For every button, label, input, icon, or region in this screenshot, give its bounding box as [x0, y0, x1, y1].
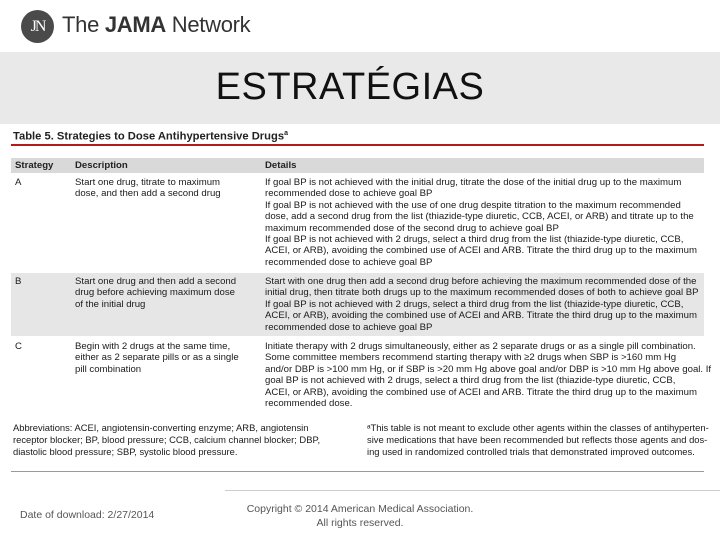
details-line: If goal BP is not achieved with the use of one drug despite titration to the maximum recommended [265, 199, 681, 211]
jama-network-logo-icon [21, 10, 54, 43]
details-cell [265, 341, 712, 410]
footnote-line: ᵃThis table is not meant to exclude other agents within the classes of antihyperten- [367, 422, 709, 433]
footnote-a [367, 422, 709, 458]
description-line: dose, and then add a second drug [75, 188, 221, 200]
table-row [11, 174, 704, 271]
details-line: and/or DBP is >100 mm Hg, or if SBP is >20 mm Hg above goal and/or DBP is >10 mm Hg above goal. If [265, 363, 712, 375]
download-date: Date of download: 2/27/2014 [20, 509, 155, 521]
footnote-line: Abbreviations: ACEI, angiotensin-converting enzyme; ARB, angiotensin [13, 422, 309, 433]
strategy-cell: B [15, 276, 22, 287]
details-line: ACEI, or ARB), avoiding the combined use of ACEI and ARB. Titrate the third drug up to the maximum [265, 310, 697, 322]
footnote-line: sive medications that have been recommended but reflects those agents and dos- [367, 434, 708, 445]
logo-monogram: JN [30, 17, 45, 35]
copyright-line: Copyright © 2014 American Medical Association. [246, 503, 474, 515]
description-cell [75, 341, 255, 375]
description-line: pill combination [75, 363, 142, 375]
description-cell [75, 177, 255, 200]
details-line: recommended dose to achieve goal BP [265, 188, 433, 200]
details-line: Initiate therapy with 2 drugs simultaneously, either as 2 separate drugs or as a single pill combination. [265, 341, 696, 352]
brand-suffix: Network [165, 12, 251, 37]
strategy-cell: A [15, 177, 22, 188]
description-cell [75, 276, 255, 310]
brand-prefix: The [62, 12, 105, 37]
footnote-line: receptor blocker; BP, blood pressure; CCB, calcium channel blocker; DBP, [13, 434, 321, 445]
abbreviations-footnote [13, 422, 358, 458]
copyright-notice [220, 502, 500, 530]
description-line: either as 2 separate pills or as a single [75, 352, 239, 364]
details-line: ACEI, or ARB), avoiding the combined use of ACEI and ARB. Titrate the third drug up to the maximum [265, 245, 697, 257]
site-header [0, 0, 720, 52]
table-row [11, 338, 712, 414]
details-line: maximum recommended dose of the second drug to achieve goal BP [265, 222, 559, 234]
column-header-strategy: Strategy [15, 160, 54, 171]
column-header-details: Details [265, 160, 297, 171]
slide-title: ESTRATÉGIAS [215, 66, 485, 108]
details-line: recommended dose to achieve goal BP [265, 321, 433, 333]
description-line: Begin with 2 drugs at the same time, [75, 341, 231, 352]
brand-bold: JAMA [104, 12, 166, 37]
strategies-table-figure [11, 128, 712, 472]
footer-divider [225, 490, 720, 491]
footnote-line: ing used in randomized controlled trials that demonstrated improved outcomes. [367, 446, 695, 457]
details-line: dose, add a second drug from the list (thiazide-type diuretic, CCB, ACEI, or ARB) and titrate up to the [265, 211, 694, 223]
table-header-row [11, 158, 704, 173]
footnote-line: diastolic blood pressure; SBP, systolic blood pressure. [13, 446, 238, 457]
details-line: ACEI, or ARB), avoiding the combined use of ACEI and ARB. Titrate the third drug up to the maximum [265, 386, 697, 398]
details-line: goal BP is not achieved with 2 drugs, select a third drug from the list (thiazide-type diuretic, CCB, [265, 375, 676, 387]
table-caption [13, 128, 288, 143]
description-line: of the initial drug [75, 298, 146, 310]
brand-name [62, 12, 250, 38]
details-line: initial drug, then titrate both drugs up to the maximum recommended doses of both to achieve goal BP [265, 287, 699, 299]
details-line: If goal BP is not achieved with the initial drug, titrate the dose of the initial drug up to the maximum [265, 177, 682, 188]
details-line: If goal BP is not achieved with 2 drugs, select a third drug from the list (thiazide-type diuretic, CCB, [265, 298, 684, 310]
details-line: Some committee members recommend starting therapy with ≥2 drugs when SBP is >160 mm Hg [265, 352, 677, 364]
details-cell [265, 177, 701, 268]
description-line: drug before achieving maximum dose [75, 287, 235, 299]
table-bottom-rule [11, 471, 704, 472]
copyright-line: All rights reserved. [316, 517, 404, 529]
column-header-description: Description [75, 160, 128, 171]
details-line: recommended dose to achieve goal BP [265, 256, 433, 268]
table-caption-mark: a [284, 130, 288, 137]
details-cell [265, 276, 701, 333]
details-line: Start with one drug then add a second drug before achieving the maximum recommended dose of the [265, 276, 697, 287]
table-top-rule [11, 144, 704, 146]
description-line: Start one drug and then add a second [75, 276, 237, 287]
table-row [11, 273, 704, 336]
description-line: Start one drug, titrate to maximum [75, 177, 221, 188]
table-caption-text: Table 5. Strategies to Dose Antihypertensive Drugs [13, 130, 285, 143]
details-line: If goal BP is not achieved with 2 drugs, select a third drug from the list (thiazide-type diuretic, CCB, [265, 234, 684, 246]
strategy-cell: C [15, 341, 22, 352]
details-line: recommended dose. [265, 398, 353, 410]
